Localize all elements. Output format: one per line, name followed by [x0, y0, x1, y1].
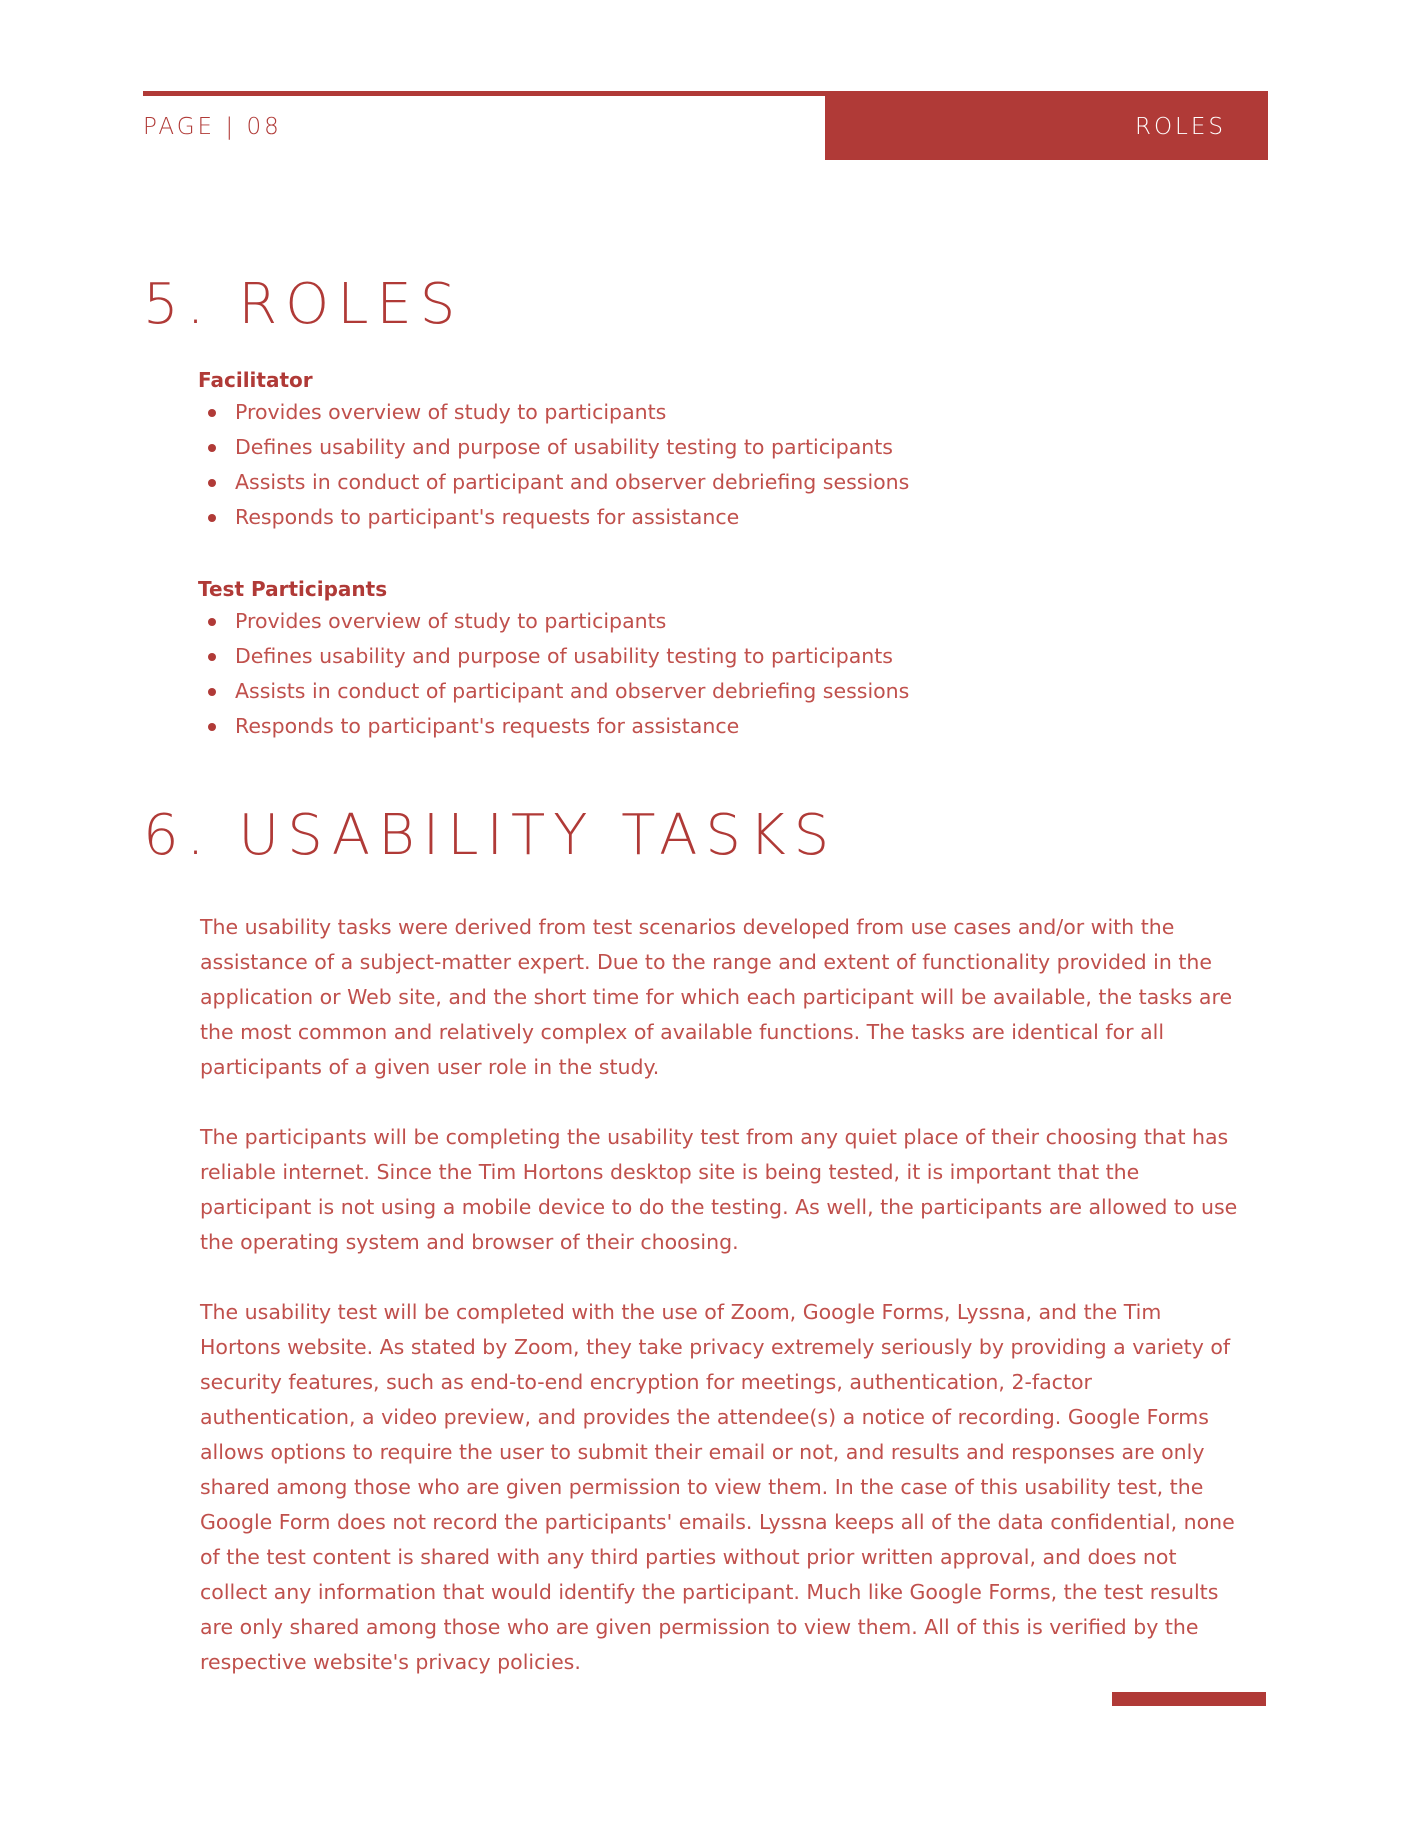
- list-item: [198, 639, 909, 674]
- role-responsibility-list: [198, 604, 909, 744]
- list-item: [198, 674, 909, 709]
- roles-section-title: 5. ROLES: [143, 272, 464, 337]
- usability-tasks-body: [200, 910, 1240, 1715]
- list-item-text: Provides overview of study to participants: [235, 609, 667, 633]
- list-item-text: Provides overview of study to participants: [235, 400, 667, 424]
- role-heading: Test Participants: [198, 577, 388, 601]
- list-item-text: Defines usability and purpose of usability testing to participants: [235, 435, 893, 459]
- list-item: [198, 604, 909, 639]
- header-rule: [143, 91, 827, 96]
- bullet-icon: [208, 409, 216, 417]
- list-item-text: Assists in conduct of participant and observer debriefing sessions: [235, 679, 910, 703]
- bullet-icon: [208, 653, 216, 661]
- bullet-icon: [208, 479, 216, 487]
- list-item: [198, 500, 909, 535]
- bullet-icon: [208, 618, 216, 626]
- role-block-facilitator: [198, 365, 909, 535]
- list-item-text: Assists in conduct of participant and observer debriefing sessions: [235, 470, 910, 494]
- list-item: [198, 465, 909, 500]
- list-item-text: Responds to participant's requests for assistance: [235, 505, 740, 529]
- body-paragraph: The usability test will be completed with the use of Zoom, Google Forms, Lyssna, and the Tim Hortons website. As stated by Zoom, they take privacy extremely seriously by providing a variety of security features, such as end-to-end encryption for meetings, authentication, 2-factor authentication, a video preview, and provides the attendee(s) a notice of recording. Google Forms allows options to require the user to submit their email or not, and results and responses are only shared among those who are given permission to view them. In the case of this usability test, the Google Form does not record the participants' emails. Lyssna keeps all of the data confidential, none of the test content is shared with any third parties without prior written approval, and does not collect any information that would identify the participant. Much like Google Forms, the test results are only shared among those who are given permission to view them. All of this is verified by the respective website's privacy policies.: [200, 1300, 1235, 1674]
- bullet-icon: [208, 688, 216, 696]
- usability-tasks-section-title: 6. USABILITY TASKS: [143, 803, 838, 868]
- bullet-icon: [208, 723, 216, 731]
- role-heading: Facilitator: [198, 368, 313, 392]
- list-item-text: Defines usability and purpose of usability testing to participants: [235, 644, 893, 668]
- list-item: [198, 709, 909, 744]
- body-paragraph: The participants will be completing the usability test from any quiet place of their choosing that has reliable internet. Since the Tim Hortons desktop site is being tested, it is important that the participant is not using a mobile device to do the testing. As well, the participants are allowed to use the operating system and browser of their choosing.: [200, 1125, 1238, 1254]
- page-number-label: PAGE | 08: [143, 114, 282, 140]
- section-header-label: ROLES: [1134, 114, 1226, 140]
- bullet-icon: [208, 444, 216, 452]
- role-responsibility-list: [198, 395, 909, 535]
- body-paragraph: The usability tasks were derived from test scenarios developed from use cases and/or with the assistance of a subject-matter expert. Due to the range and extent of functionality provided in the application or Web site, and the short time for which each participant will be available, the tasks are the most common and relatively complex of available functions. The tasks are identical for all participants of a given user role in the study.: [200, 915, 1233, 1079]
- section-header-box: [825, 91, 1268, 160]
- role-block-test-participants: [198, 574, 909, 744]
- list-item: [198, 430, 909, 465]
- bullet-icon: [208, 514, 216, 522]
- list-item: [198, 395, 909, 430]
- list-item-text: Responds to participant's requests for assistance: [235, 714, 740, 738]
- footer-accent-bar: [1112, 1692, 1266, 1706]
